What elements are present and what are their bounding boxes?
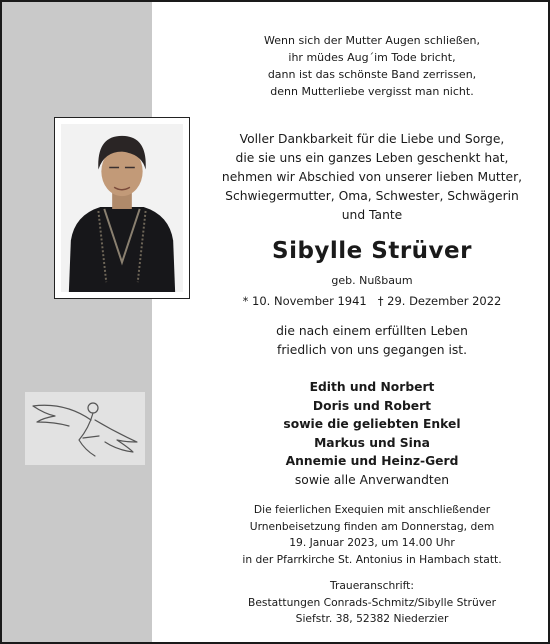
address-line: Siefstr. 38, 52382 Niederzier: [295, 612, 449, 626]
gratitude-line: Schwiegermutter, Oma, Schwester, Schwägerin: [225, 189, 519, 203]
mourners-list: [202, 378, 542, 490]
portrait-photo: [54, 117, 190, 299]
angel-icon: [25, 392, 145, 465]
gratitude-line: und Tante: [341, 208, 403, 222]
death-date: † 29. Dezember 2022: [377, 294, 502, 308]
funeral-line: 19. Januar 2023, um 14.00 Uhr: [289, 536, 455, 550]
deceased-name: Sibylle Strüver: [272, 238, 472, 264]
gratitude-line: Voller Dankbarkeit für die Liebe und Sorge,: [239, 132, 505, 146]
funeral-line: Die feierlichen Exequien mit anschließender: [253, 503, 491, 516]
poem-line: Wenn sich der Mutter Augen schließen,: [264, 34, 480, 47]
peace-line: friedlich von uns gegangen ist.: [276, 343, 467, 357]
poem: [202, 32, 542, 100]
life-dates: [202, 293, 542, 310]
funeral-line: Urnenbeisetzung finden am Donnerstag, dem: [249, 519, 495, 533]
address-line: Bestattungen Conrads-Schmitz/Sibylle Strüver: [247, 595, 497, 609]
mourner-line: Edith und Norbert: [309, 380, 435, 394]
poem-line: denn Mutterliebe vergisst man nicht.: [270, 85, 474, 98]
peace-text: [202, 322, 542, 360]
mourner-line: sowie alle Anverwandten: [294, 472, 450, 487]
mourner-line: Doris und Robert: [312, 398, 432, 413]
mourner-line: Annemie und Heinz-Gerd: [285, 454, 459, 469]
poem-line: ihr müdes Aug´im Tode bricht,: [288, 51, 456, 64]
mourning-address: [202, 578, 542, 628]
left-sidebar: [2, 2, 152, 642]
gratitude-line: nehmen wir Abschied von unserer lieben Mutter,: [221, 170, 523, 184]
mourner-line: Markus und Sina: [314, 435, 430, 450]
funeral-details: [202, 502, 542, 568]
birth-name: geb. Nußbaum: [331, 274, 413, 287]
peace-line: die nach einem erfüllten Leben: [276, 324, 468, 338]
address-line: Traueranschrift:: [330, 579, 414, 592]
mourner-line: sowie die geliebten Enkel: [283, 417, 461, 432]
gratitude-line: die sie uns ein ganzes Leben geschenkt hat,: [235, 151, 509, 165]
gratitude-text: [202, 130, 542, 225]
poem-line: dann ist das schönste Band zerrissen,: [267, 68, 477, 81]
birth-date: * 10. November 1941: [242, 294, 367, 308]
funeral-line: in der Pfarrkirche St. Antonius in Hambach statt.: [242, 552, 502, 566]
